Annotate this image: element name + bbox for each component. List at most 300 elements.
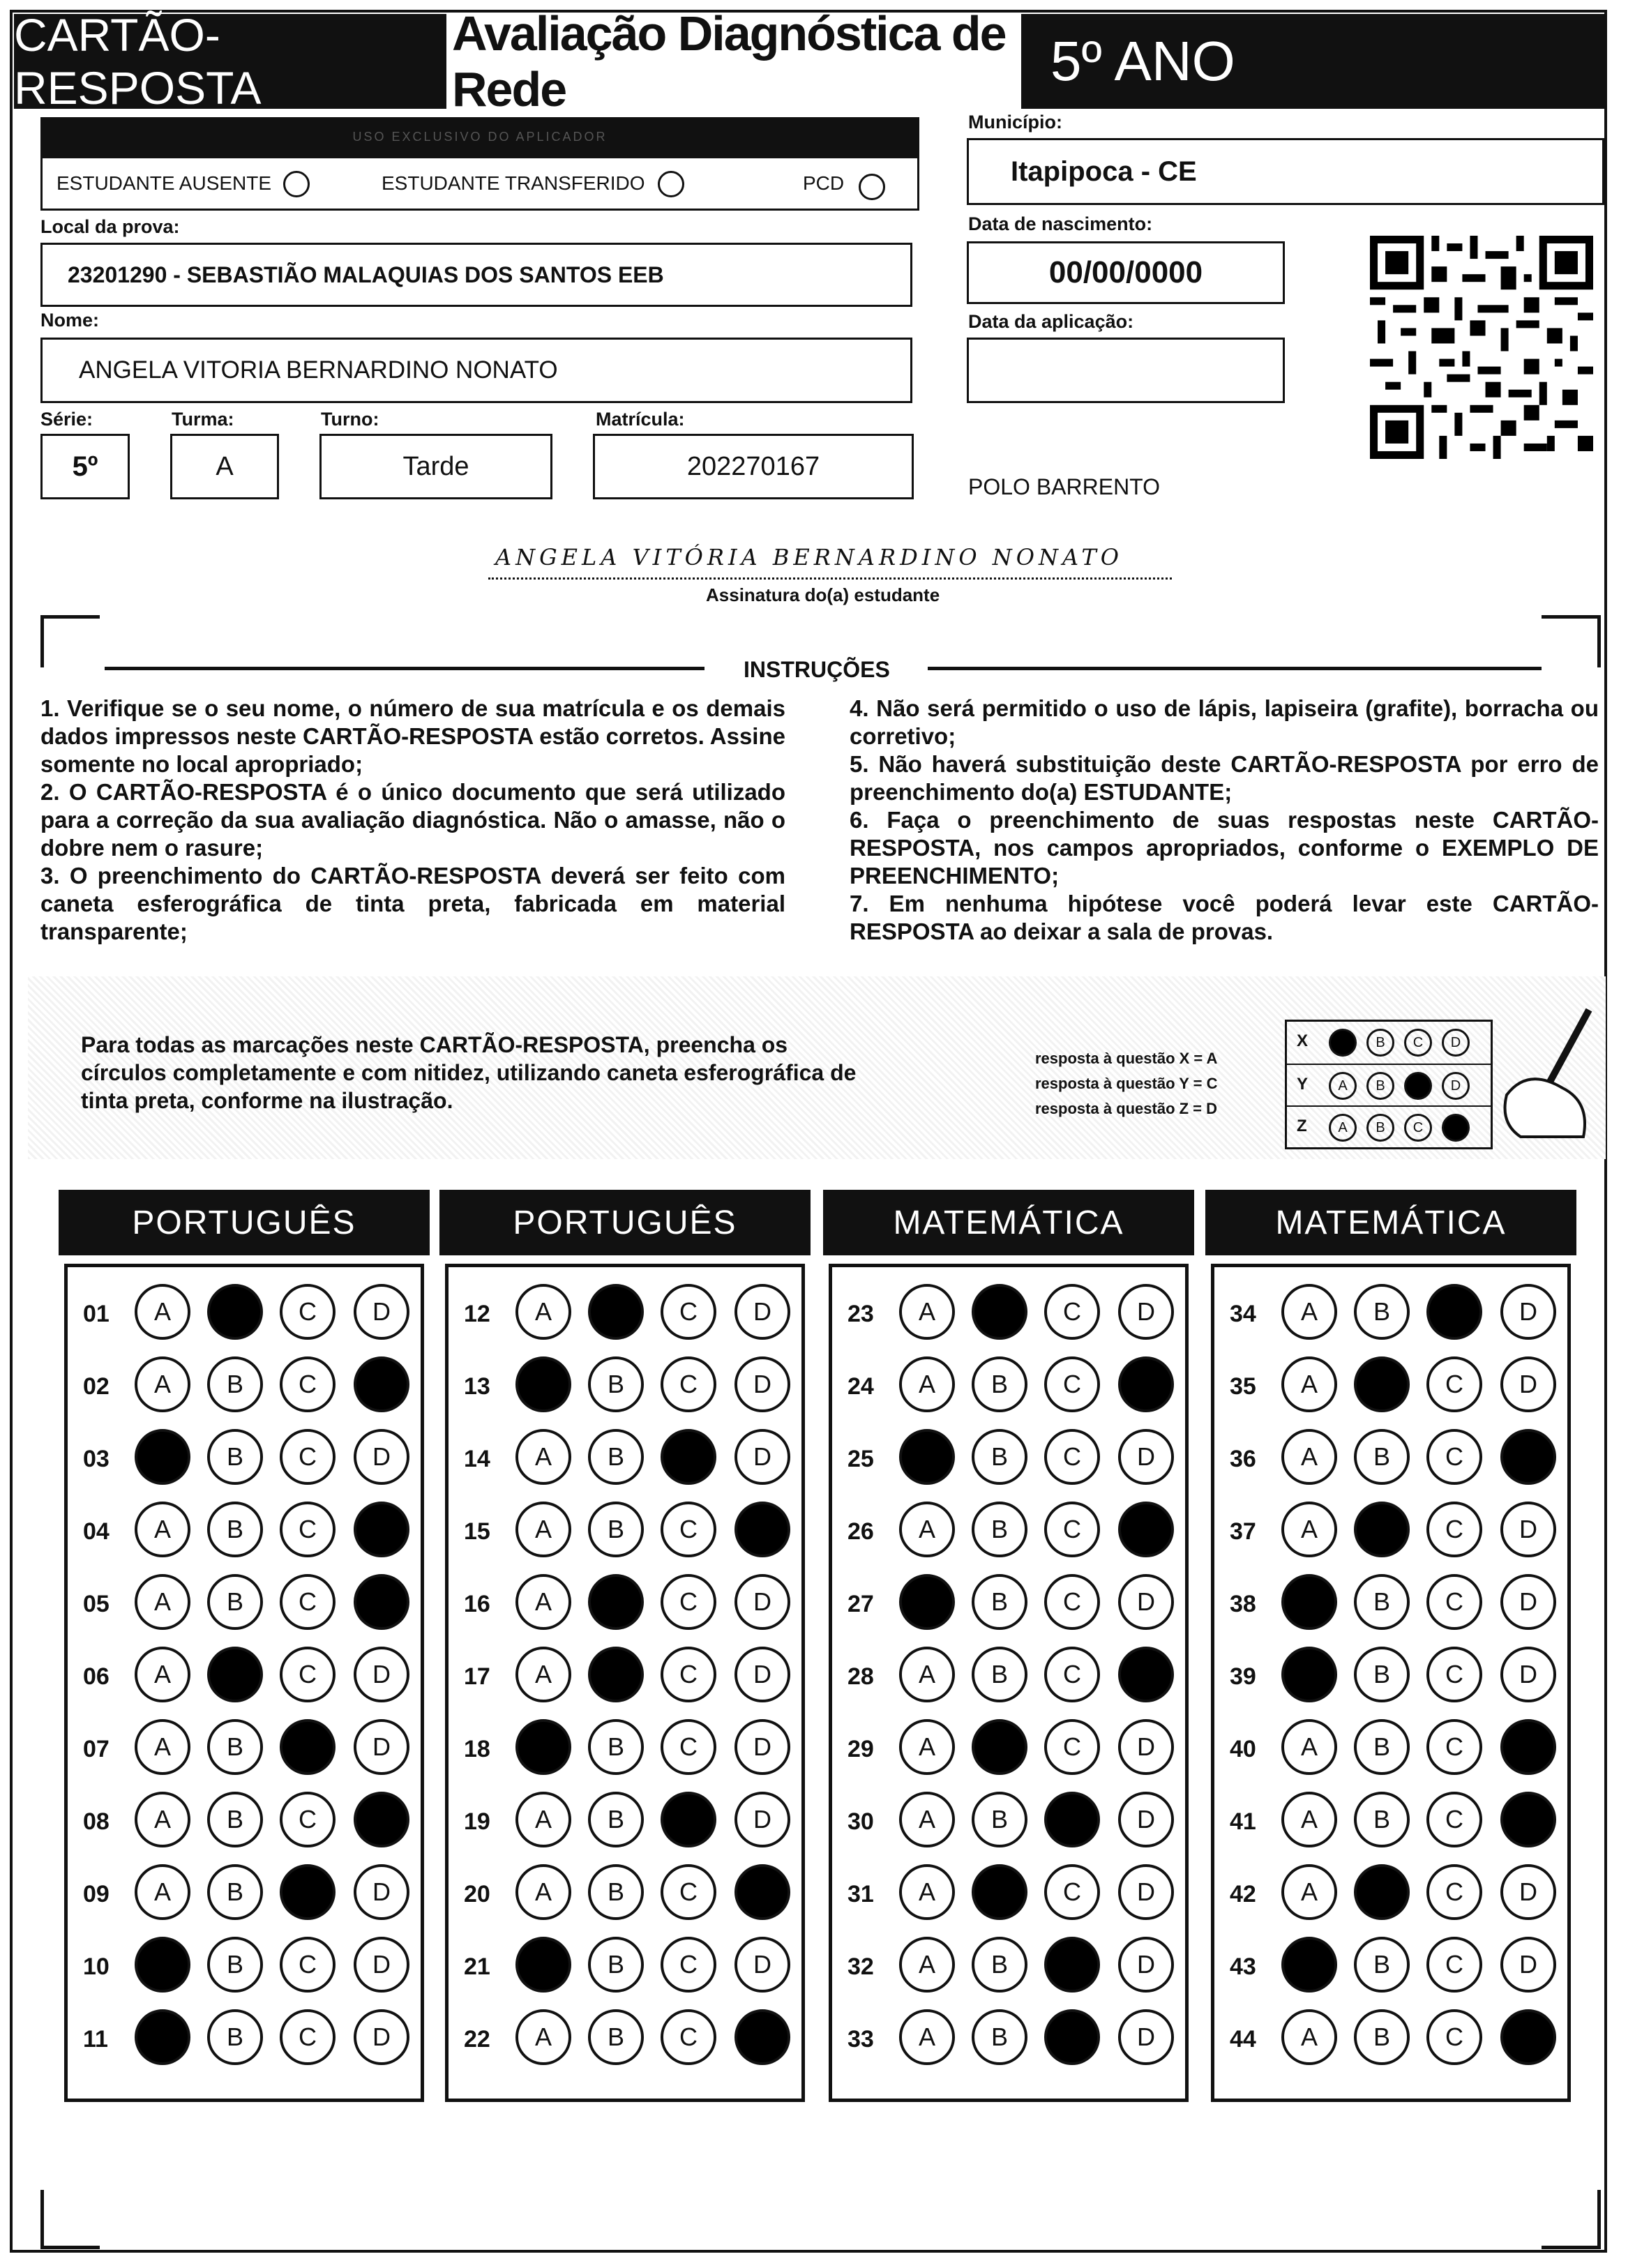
example-legend-x: resposta à questão X = A [1035, 1050, 1218, 1067]
instruction-2: 2. O CARTÃO-RESPOSTA é o único documento que será utilizado para a correção da sua avaliação diagnóstica. Não o amasse, não o dobre nem o rasure; [40, 779, 785, 861]
question-number: 19 [464, 1808, 490, 1835]
answer-bubble[interactable]: B [207, 1356, 263, 1412]
answer-bubble[interactable]: C [661, 1284, 716, 1340]
answer-bubble-filled[interactable]: C [661, 1429, 716, 1485]
answer-bubble[interactable]: B [972, 2009, 1027, 2065]
answer-bubble[interactable]: A [899, 1284, 955, 1340]
answer-bubble[interactable]: D [1118, 1429, 1174, 1485]
answer-bubble[interactable]: A [515, 1429, 571, 1485]
answer-bubble[interactable]: D [1500, 1647, 1556, 1702]
qr-code [1370, 236, 1593, 459]
answer-bubble[interactable]: B [207, 1574, 263, 1630]
answer-bubble[interactable]: D [1500, 1864, 1556, 1920]
answer-bubble[interactable]: B [972, 1647, 1027, 1702]
corner-bottom-right [1542, 2190, 1601, 2249]
municipio-field: Itapipoca - CE [967, 138, 1604, 205]
question-number: 26 [847, 1518, 874, 1545]
answer-bubble-filled[interactable]: A [515, 1719, 571, 1775]
question-row [68, 1497, 421, 1560]
answer-bubble[interactable]: D [354, 1864, 409, 1920]
question-number: 33 [847, 2026, 874, 2052]
answer-bubble[interactable]: B [1354, 2009, 1410, 2065]
example-bubble: A [1329, 1072, 1357, 1100]
question-number: 40 [1230, 1736, 1256, 1762]
answer-bubble[interactable]: D [734, 1574, 790, 1630]
pcd-label: PCD [803, 172, 845, 194]
answer-bubble[interactable]: A [515, 1647, 571, 1702]
question-number: 05 [83, 1591, 110, 1617]
question-number: 21 [464, 1953, 490, 1980]
answer-bubble[interactable]: C [661, 1356, 716, 1412]
answer-bubble-filled[interactable]: A [899, 1574, 955, 1630]
answer-bubble[interactable]: C [1044, 1429, 1100, 1485]
answer-bubble[interactable]: C [1044, 1719, 1100, 1775]
answer-bubble-filled[interactable]: D [1500, 1719, 1556, 1775]
answer-bubble[interactable]: A [135, 1792, 190, 1847]
answer-bubble[interactable]: B [972, 1502, 1027, 1557]
answer-bubble[interactable]: C [280, 1574, 336, 1630]
serie-label: Série: [40, 409, 93, 430]
answer-bubble[interactable]: A [1281, 1429, 1337, 1485]
answer-bubble[interactable]: D [354, 2009, 409, 2065]
answer-bubble-filled[interactable]: D [1500, 1792, 1556, 1847]
answer-bubble[interactable]: C [280, 2009, 336, 2065]
answer-bubble[interactable]: A [135, 1356, 190, 1412]
answer-bubble[interactable]: D [734, 1937, 790, 1993]
answer-bubble[interactable]: D [1118, 1864, 1174, 1920]
answer-bubble-filled[interactable]: C [280, 1719, 336, 1775]
answer-bubble-filled[interactable]: B [1354, 1864, 1410, 1920]
answer-bubble[interactable]: A [1281, 1864, 1337, 1920]
answer-section [829, 1264, 1189, 2102]
answer-bubble-filled[interactable]: B [207, 1284, 263, 1340]
answer-bubble[interactable]: B [207, 1429, 263, 1485]
answer-bubble[interactable]: A [1281, 2009, 1337, 2065]
answer-bubble[interactable]: A [899, 1502, 955, 1557]
question-number: 38 [1230, 1591, 1256, 1617]
answer-bubble[interactable]: C [1044, 1502, 1100, 1557]
answer-bubble[interactable]: B [588, 2009, 644, 2065]
question-number: 34 [1230, 1301, 1256, 1327]
answer-bubble[interactable]: C [1426, 1429, 1482, 1485]
answer-bubble-filled[interactable]: C [1044, 1792, 1100, 1847]
answer-bubble[interactable]: C [280, 1356, 336, 1412]
question-number: 35 [1230, 1373, 1256, 1400]
question-row [832, 1497, 1185, 1560]
answer-bubble-filled[interactable]: D [1500, 2009, 1556, 2065]
answer-bubble[interactable]: A [1281, 1502, 1337, 1557]
question-row [449, 1715, 801, 1778]
question-number: 10 [83, 1953, 110, 1980]
answer-bubble-filled[interactable]: D [1118, 1647, 1174, 1702]
answer-bubble[interactable]: C [661, 1647, 716, 1702]
answer-bubble-filled[interactable]: C [661, 1792, 716, 1847]
question-row [68, 1570, 421, 1633]
answer-bubble[interactable]: A [899, 1356, 955, 1412]
answer-bubble[interactable]: A [515, 1284, 571, 1340]
answer-bubble-filled[interactable]: B [207, 1647, 263, 1702]
answer-bubble-filled[interactable]: B [1354, 1502, 1410, 1557]
answer-bubble[interactable]: A [135, 1647, 190, 1702]
answer-bubble[interactable]: C [1426, 1502, 1482, 1557]
answer-bubble[interactable]: D [734, 1429, 790, 1485]
answer-bubble-filled[interactable]: D [354, 1502, 409, 1557]
instruction-3: 3. O preenchimento do CARTÃO-RESPOSTA deverá ser feito com caneta esferográfica de tinta preta, fabricada em material transparente; [40, 863, 785, 944]
answer-bubble[interactable]: A [899, 1647, 955, 1702]
answer-bubble[interactable]: A [135, 1864, 190, 1920]
answer-bubble-filled[interactable]: D [734, 2009, 790, 2065]
question-number: 22 [464, 2026, 490, 2052]
local-field: 23201290 - SEBASTIÃO MALAQUIAS DOS SANTOS EEB [40, 243, 912, 307]
question-row [832, 1425, 1185, 1488]
answer-bubble[interactable]: B [1354, 1284, 1410, 1340]
instruction-1: 1. Verifique se o seu nome, o número de sua matrícula e os demais dados impressos neste CARTÃO-RESPOSTA estão corretos. Assine somente no local apropriado; [40, 695, 785, 777]
answer-bubble[interactable]: D [354, 1647, 409, 1702]
signature-line [488, 544, 1172, 580]
answer-bubble-filled[interactable]: A [1281, 1574, 1337, 1630]
question-number: 01 [83, 1301, 110, 1327]
question-row [449, 1425, 801, 1488]
answer-bubble[interactable]: B [1354, 1647, 1410, 1702]
answer-bubble-filled[interactable]: C [1044, 1937, 1100, 1993]
question-row [1214, 1787, 1567, 1850]
section-title: MATEMÁTICA [1205, 1190, 1576, 1255]
answer-bubble[interactable]: D [1118, 1284, 1174, 1340]
answer-bubble[interactable]: C [661, 1574, 716, 1630]
question-number: 11 [83, 2026, 108, 2052]
answer-bubble[interactable]: C [280, 1502, 336, 1557]
answer-bubble[interactable]: A [515, 1864, 571, 1920]
signature-label: Assinatura do(a) estudante [706, 584, 940, 605]
question-number: 04 [83, 1518, 110, 1545]
answer-bubble[interactable]: D [734, 1719, 790, 1775]
answer-bubble[interactable]: A [1281, 1356, 1337, 1412]
status-box [40, 156, 919, 211]
question-number: 28 [847, 1663, 874, 1690]
section-title: MATEMÁTICA [823, 1190, 1194, 1255]
pcd-checkbox[interactable] [859, 174, 885, 200]
answer-bubble[interactable]: D [354, 1429, 409, 1485]
answer-bubble-filled[interactable]: A [135, 2009, 190, 2065]
answer-bubble-filled[interactable]: A [1281, 1937, 1337, 1993]
answer-bubble[interactable]: A [135, 1719, 190, 1775]
section-title: PORTUGUÊS [59, 1190, 430, 1255]
question-number: 41 [1230, 1808, 1256, 1835]
question-row [1214, 1425, 1567, 1488]
header-card-title: CARTÃO-RESPOSTA [14, 14, 446, 109]
question-number: 23 [847, 1301, 874, 1327]
answer-bubble[interactable]: C [1426, 1574, 1482, 1630]
question-row [1214, 1933, 1567, 1995]
question-number: 27 [847, 1591, 874, 1617]
answer-bubble[interactable]: B [588, 1502, 644, 1557]
answer-bubble-filled[interactable]: B [972, 1284, 1027, 1340]
answer-bubble[interactable]: B [588, 1356, 644, 1412]
serie-field: 5º [40, 434, 130, 499]
answer-bubble[interactable]: D [1500, 1356, 1556, 1412]
answer-bubble[interactable]: D [354, 1284, 409, 1340]
answer-bubble-filled[interactable]: B [972, 1864, 1027, 1920]
answer-bubble-filled[interactable]: D [354, 1356, 409, 1412]
example-bubble: B [1366, 1072, 1394, 1100]
answer-bubble[interactable]: D [1500, 1574, 1556, 1630]
question-number: 16 [464, 1591, 490, 1617]
answer-bubble[interactable]: C [280, 1647, 336, 1702]
answer-bubble-filled[interactable]: D [1500, 1429, 1556, 1485]
answer-bubble[interactable]: C [661, 1502, 716, 1557]
absent-checkbox[interactable] [283, 171, 310, 197]
question-row [1214, 1280, 1567, 1343]
question-row [449, 2005, 801, 2068]
answer-bubble[interactable]: C [280, 1284, 336, 1340]
answer-bubble[interactable]: D [734, 1356, 790, 1412]
answer-bubble[interactable]: A [515, 2009, 571, 2065]
question-row [832, 1860, 1185, 1923]
answer-bubble[interactable]: A [135, 1284, 190, 1340]
question-row [68, 1280, 421, 1343]
instructions-right [850, 695, 1599, 946]
answer-bubble-filled[interactable]: C [280, 1864, 336, 1920]
corner-bottom-left [40, 2190, 100, 2249]
example-row-label: Y [1297, 1075, 1309, 1094]
answer-bubble-filled[interactable]: B [588, 1647, 644, 1702]
example-bubble: D [1442, 1029, 1470, 1057]
instructions-title: INSTRUÇÕES [744, 657, 890, 682]
answer-bubble[interactable]: C [1044, 1864, 1100, 1920]
answer-bubble[interactable]: B [1354, 1719, 1410, 1775]
answer-bubble[interactable]: D [734, 1284, 790, 1340]
answer-bubble[interactable]: B [588, 1792, 644, 1847]
answer-bubble[interactable]: B [588, 1864, 644, 1920]
instruction-4: 4. Não será permitido o uso de lápis, lapiseira (grafite), borracha ou corretivo; [850, 695, 1599, 749]
answer-bubble[interactable]: C [661, 1937, 716, 1993]
question-row [68, 1787, 421, 1850]
example-legend [1035, 1046, 1217, 1121]
answer-bubble-filled[interactable]: A [899, 1429, 955, 1485]
question-row [832, 1570, 1185, 1633]
question-row [1214, 1570, 1567, 1633]
question-row [449, 1570, 801, 1633]
answer-bubble-filled[interactable]: B [972, 1719, 1027, 1775]
answer-bubble[interactable]: D [1500, 1502, 1556, 1557]
answer-bubble[interactable]: A [1281, 1792, 1337, 1847]
answer-bubble[interactable]: C [1426, 1792, 1482, 1847]
answer-bubble[interactable]: B [588, 1719, 644, 1775]
example-bubble: C [1404, 1114, 1432, 1142]
question-number: 43 [1230, 1953, 1256, 1980]
answer-bubble[interactable]: C [280, 1937, 336, 1993]
example-bubble: C [1404, 1029, 1432, 1057]
example-bubble-filled: A [1329, 1029, 1357, 1057]
example-legend-y: resposta à questão Y = C [1035, 1075, 1218, 1092]
answer-bubble[interactable]: C [1426, 2009, 1482, 2065]
answer-bubble[interactable]: B [1354, 1937, 1410, 1993]
signature-handwritten: ANGELA VITÓRIA BERNARDINO NONATO [495, 544, 1123, 570]
question-number: 32 [847, 1953, 874, 1980]
answer-bubble[interactable]: A [899, 2009, 955, 2065]
answer-bubble[interactable]: C [661, 1864, 716, 1920]
answer-bubble[interactable]: D [1118, 1719, 1174, 1775]
aplicador-bar: USO EXCLUSIVO DO APLICADOR [40, 117, 919, 156]
turno-field: Tarde [319, 434, 552, 499]
example-row-label: Z [1297, 1117, 1307, 1135]
question-row [68, 1642, 421, 1705]
answer-bubble[interactable]: C [1426, 1719, 1482, 1775]
answer-bubble[interactable]: B [207, 1937, 263, 1993]
answer-bubble[interactable]: B [207, 1864, 263, 1920]
local-label: Local da prova: [40, 216, 180, 237]
answer-bubble[interactable]: D [734, 1647, 790, 1702]
answer-bubble[interactable]: B [972, 1429, 1027, 1485]
answer-bubble-filled[interactable]: C [1426, 1284, 1482, 1340]
question-row [449, 1280, 801, 1343]
question-row [68, 1933, 421, 1995]
question-row [832, 1933, 1185, 1995]
answer-bubble[interactable]: B [972, 1937, 1027, 1993]
answer-bubble-filled[interactable]: B [588, 1574, 644, 1630]
question-row [1214, 1715, 1567, 1778]
answer-bubble[interactable]: C [1426, 1864, 1482, 1920]
answer-bubble[interactable]: B [207, 1792, 263, 1847]
question-row [449, 1642, 801, 1705]
question-number: 08 [83, 1808, 110, 1835]
answer-bubble[interactable]: C [1426, 1356, 1482, 1412]
example-grid [1285, 1020, 1493, 1149]
answer-bubble[interactable]: C [280, 1429, 336, 1485]
question-number: 31 [847, 1881, 874, 1907]
answer-bubble[interactable]: D [354, 1937, 409, 1993]
answer-bubble[interactable]: C [1044, 1647, 1100, 1702]
instruction-7: 7. Em nenhuma hipótese você poderá levar este CARTÃO-RESPOSTA ao deixar a sala de provas. [850, 891, 1599, 944]
answer-bubble[interactable]: B [588, 1429, 644, 1485]
answer-bubble[interactable]: C [1044, 1574, 1100, 1630]
question-row [832, 1787, 1185, 1850]
answer-bubble[interactable]: D [1118, 1574, 1174, 1630]
answer-bubble[interactable]: B [972, 1574, 1027, 1630]
answer-bubble[interactable]: D [734, 1792, 790, 1847]
answer-bubble-filled[interactable]: D [354, 1574, 409, 1630]
example-bubble: B [1366, 1114, 1394, 1142]
answer-bubble-filled[interactable]: A [135, 1429, 190, 1485]
answer-bubble-filled[interactable]: A [515, 1937, 571, 1993]
header-grade: 5º ANO [1021, 14, 1606, 109]
header-exam-title: Avaliação Diagnóstica de Rede [452, 14, 1017, 109]
answer-bubble[interactable]: B [1354, 1792, 1410, 1847]
matricula-field: 202270167 [593, 434, 914, 499]
question-row [1214, 1642, 1567, 1705]
answer-bubble[interactable]: D [1118, 1792, 1174, 1847]
answer-bubble[interactable]: B [588, 1937, 644, 1993]
transferred-checkbox[interactable] [658, 171, 684, 197]
answer-bubble-filled[interactable]: D [734, 1864, 790, 1920]
example-bubble: A [1329, 1114, 1357, 1142]
answer-bubble[interactable]: A [899, 1864, 955, 1920]
answer-bubble[interactable]: A [135, 1574, 190, 1630]
question-row [832, 1715, 1185, 1778]
answer-bubble[interactable]: A [1281, 1719, 1337, 1775]
question-number: 24 [847, 1373, 874, 1400]
question-number: 20 [464, 1881, 490, 1907]
answer-bubble-filled[interactable]: A [515, 1356, 571, 1412]
answer-bubble[interactable]: B [207, 1502, 263, 1557]
answer-bubble[interactable]: D [1118, 2009, 1174, 2065]
example-bubble-filled: D [1442, 1114, 1470, 1142]
answer-bubble-filled[interactable]: C [1044, 2009, 1100, 2065]
answer-bubble[interactable]: B [972, 1356, 1027, 1412]
answer-bubble[interactable]: C [661, 1719, 716, 1775]
aplicacao-field [967, 338, 1285, 403]
nome-field: ANGELA VITORIA BERNARDINO NONATO [40, 338, 912, 403]
question-number: 30 [847, 1808, 874, 1835]
answer-bubble[interactable]: A [899, 1719, 955, 1775]
answer-bubble[interactable]: D [1500, 1284, 1556, 1340]
answer-bubble[interactable]: D [354, 1719, 409, 1775]
answer-bubble-filled[interactable]: B [1354, 1356, 1410, 1412]
answer-bubble[interactable]: B [207, 2009, 263, 2065]
answer-bubble[interactable]: C [661, 2009, 716, 2065]
question-number: 02 [83, 1373, 110, 1400]
answer-bubble[interactable]: B [207, 1719, 263, 1775]
answer-bubble[interactable]: D [1118, 1937, 1174, 1993]
answer-bubble-filled[interactable]: D [354, 1792, 409, 1847]
answer-bubble[interactable]: C [1044, 1284, 1100, 1340]
question-row [68, 1715, 421, 1778]
answer-bubble[interactable]: B [1354, 1574, 1410, 1630]
answer-bubble-filled[interactable]: B [588, 1284, 644, 1340]
answer-bubble-filled[interactable]: A [1281, 1647, 1337, 1702]
matricula-label: Matrícula: [596, 409, 685, 430]
answer-bubble-filled[interactable]: D [1118, 1502, 1174, 1557]
question-row [449, 1860, 801, 1923]
question-number: 12 [464, 1301, 490, 1327]
question-number: 42 [1230, 1881, 1256, 1907]
answer-bubble[interactable]: D [1500, 1937, 1556, 1993]
answer-section [445, 1264, 805, 2102]
answer-bubble[interactable]: A [515, 1502, 571, 1557]
answer-bubble[interactable]: C [1426, 1937, 1482, 1993]
instructions-left [40, 695, 785, 946]
question-number: 06 [83, 1663, 110, 1690]
answer-bubble-filled[interactable]: A [135, 1937, 190, 1993]
answer-bubble-filled[interactable]: D [734, 1502, 790, 1557]
answer-bubble[interactable]: B [972, 1792, 1027, 1847]
answer-bubble[interactable]: A [899, 1792, 955, 1847]
question-row [832, 1352, 1185, 1415]
answer-bubble[interactable]: C [280, 1792, 336, 1847]
answer-bubble[interactable]: A [515, 1574, 571, 1630]
question-number: 25 [847, 1446, 874, 1472]
answer-bubble[interactable]: A [899, 1937, 955, 1993]
question-row [1214, 1497, 1567, 1560]
pen-hand-icon [1500, 1004, 1597, 1144]
answer-bubble[interactable]: A [515, 1792, 571, 1847]
example-bubble: D [1442, 1072, 1470, 1100]
question-row [449, 1497, 801, 1560]
answer-bubble[interactable]: A [1281, 1284, 1337, 1340]
answer-bubble[interactable]: C [1426, 1647, 1482, 1702]
question-row [1214, 2005, 1567, 2068]
turma-label: Turma: [172, 409, 234, 430]
example-row-x [1287, 1022, 1491, 1064]
answer-bubble[interactable]: A [135, 1502, 190, 1557]
transferred-label: ESTUDANTE TRANSFERIDO [382, 172, 645, 194]
answer-bubble[interactable]: B [1354, 1429, 1410, 1485]
answer-bubble-filled[interactable]: D [1118, 1356, 1174, 1412]
answer-bubble[interactable]: C [1044, 1356, 1100, 1412]
turma-field: A [170, 434, 279, 499]
question-number: 37 [1230, 1518, 1256, 1545]
question-number: 15 [464, 1518, 490, 1545]
